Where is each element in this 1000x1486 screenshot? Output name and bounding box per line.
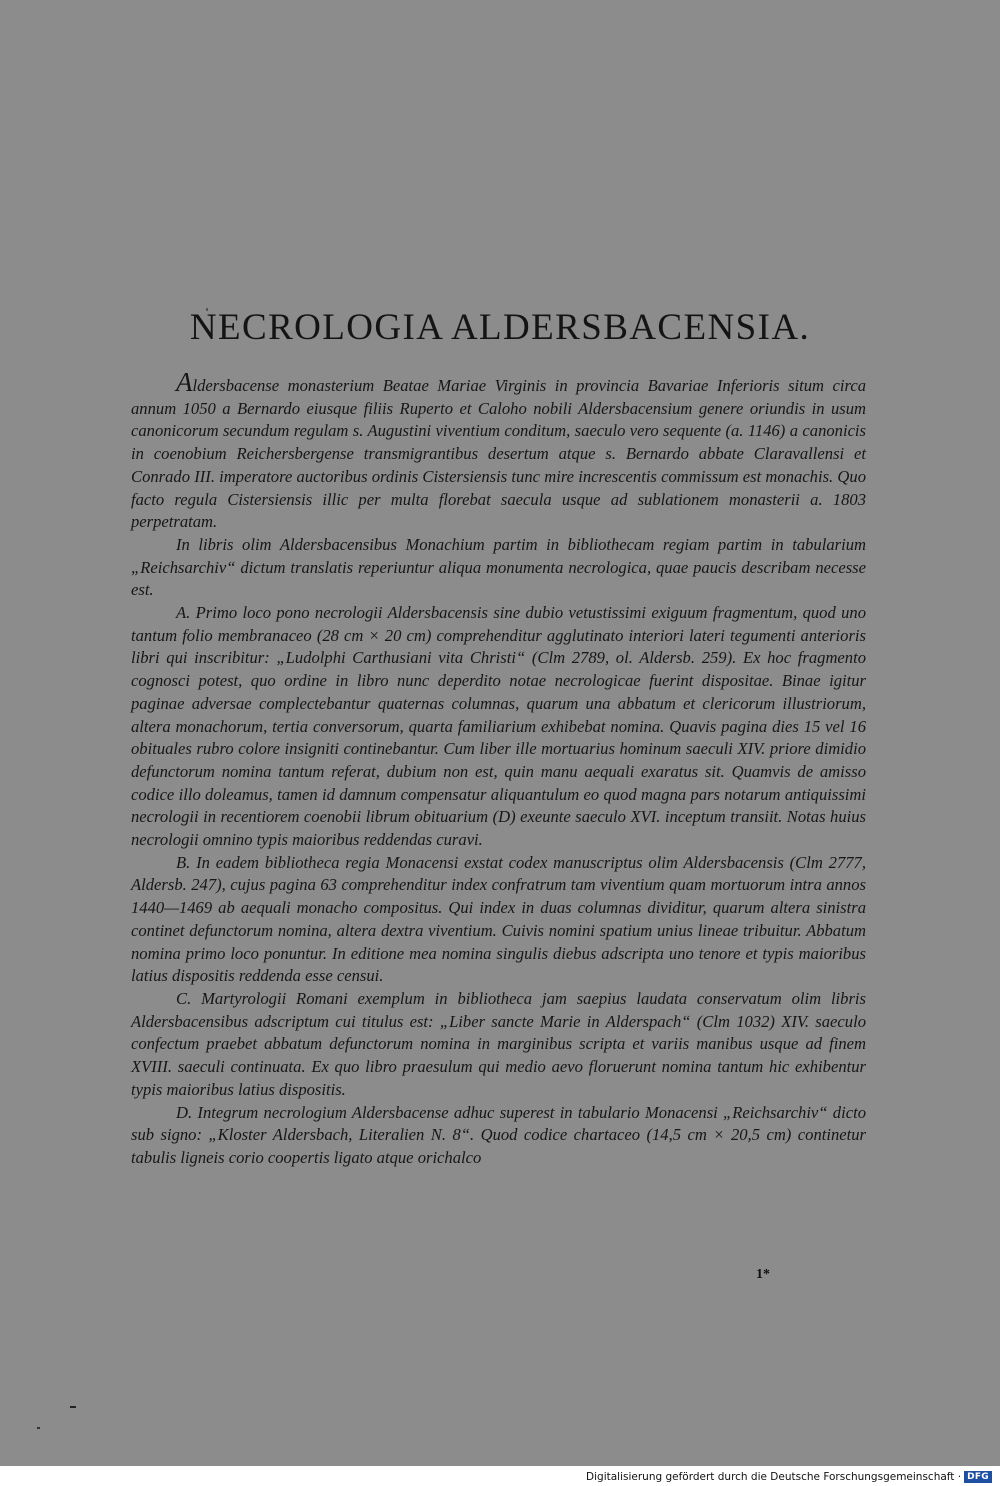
paragraph: B. In eadem bibliotheca regia Monacensi exstat codex manuscriptus olim Aldersbacensis (Clm 2777, Aldersb. 247), cujus pagina 63 comprehenditur index confratrum tam viventium quam mortuorum intra annos 1440—1469 ab aequali monacho compositus. Qui index in duas columnas dividitur, quarum altera sinistra continet defunctorum nomina, altera dextra viventium. Cuivis nomini spatium unius lineae tribuitur. Abbatum nomina primo loco ponuntur. In editione mea nomina singulis diebus adscripta uno tenore et typis maioribus latius dispositis reddenda esse censui. xyxy=(131,852,866,986)
page-signature: 1* xyxy=(756,1267,770,1282)
body-text xyxy=(131,367,866,1170)
footer-text: Digitalisierung gefördert durch die Deutsche Forschungsgemeinschaft · xyxy=(586,1470,962,1483)
paragraph: In libris olim Aldersbacensibus Monachium partim in bibliothecam regiam partim in tabularium „Reichsarchiv“ dictum translatis reperiuntur aliqua monumenta necrologica, quae paucis describam necesse est. xyxy=(131,534,866,600)
paragraph-text: ldersbacense monasterium Beatae Mariae Virginis in provincia Bavariae Inferioris situm circa annum 1050 a Bernardo eiusque filiis Ruperto et Caloho nobili Aldersbacensium genere oriundis in usum canonicorum secundum regulam s. Augustini viventium conditum, saeculo vero sequente (a. 1146) a canonicis in coenobium Reichersbergense transmigrantibus desertum atque s. Bernardo abbate Claravallensi et Conrado III. imperatore auctoribus ordinis Cistersiensis tunc mire increscentis commissum est monachis. Quo facto regula Cistersiensis illic per multa florebat saecula usque ad sublationem monasterii a. 1803 perpetratam. xyxy=(131,376,866,532)
scan-speck xyxy=(37,1427,40,1429)
footer-credit xyxy=(586,1468,992,1485)
dfg-logo-icon[interactable]: DFG xyxy=(964,1471,992,1483)
paragraph: D. Integrum necrologium Aldersbacense adhuc superest in tabulario Monacensi „Reichsarchiv“ dicto sub signo: „Kloster Aldersbach, Literalien N. 8“. Quod codice chartaceo (14,5 cm × 20,5 cm) continetur tabulis ligneis corio coopertis ligato atque orichalco xyxy=(131,1102,866,1167)
paragraph: A. Primo loco pono necrologii Aldersbacensis sine dubio vetustissimi exiguum fragmentum, quod uno tantum folio membranaceo (28 cm × 20 cm) comprehenditur agglutinato interiori lateri tegumenti anterioris libri qui inscribitur: „Ludolphi Carthusiani vita Christi“ (Clm 2789, ol. Aldersb. 259). Ex hoc fragmento cognosci potest, quo ordine in libro nunc deperdito notae necrologicae fuerint dispositae. Binae igitur paginae adversae complectebantur quaternas columnas, quarum una abbatum et clericorum illustriorum, altera monachorum, tertia conversorum, quarta familiarium exhibebat nomina. Quavis pagina dies 15 vel 16 obituales rubro colore insigniti continebantur. Cum liber ille mortuarius hominum saeculi XIV. priore dimidio defunctorum nomina tantum referat, dubium non est, quin manu aequali exaratus sit. Quamvis de amisso codice illo doleamus, tamen id damnum compensatur aliquantulum eo quod magna pars notarum antiquissimi necrologii in recentiorem coenobii librum obituarium (D) exeunte saeculo XVI. inceptum transiit. Notas huius necrologii omnino typis maioribus reddendas curavi. xyxy=(131,603,866,850)
drop-cap: A xyxy=(176,367,193,397)
page-title: NECROLOGIA ALDERSBACENSIA. xyxy=(189,307,811,348)
paragraph: C. Martyrologii Romani exemplum in bibliotheca jam saepius laudata conservatum olim libris Aldersbacensibus adscriptum cui titulus est: „Liber sancte Marie in Alderspach“ (Clm 1032) XIV. saeculo confectum praebet abbatum defunctorum nomina in marginibus scripta et variis manibus usque ad finem XVIII. saeculi continuata. Ex quo libro praesulum qui medio aevo floruerunt nomina tantum hic exhibentur typis maioribus latius dispositis. xyxy=(131,988,866,1099)
scan-speck xyxy=(70,1406,76,1408)
paragraph-intro xyxy=(131,367,866,534)
